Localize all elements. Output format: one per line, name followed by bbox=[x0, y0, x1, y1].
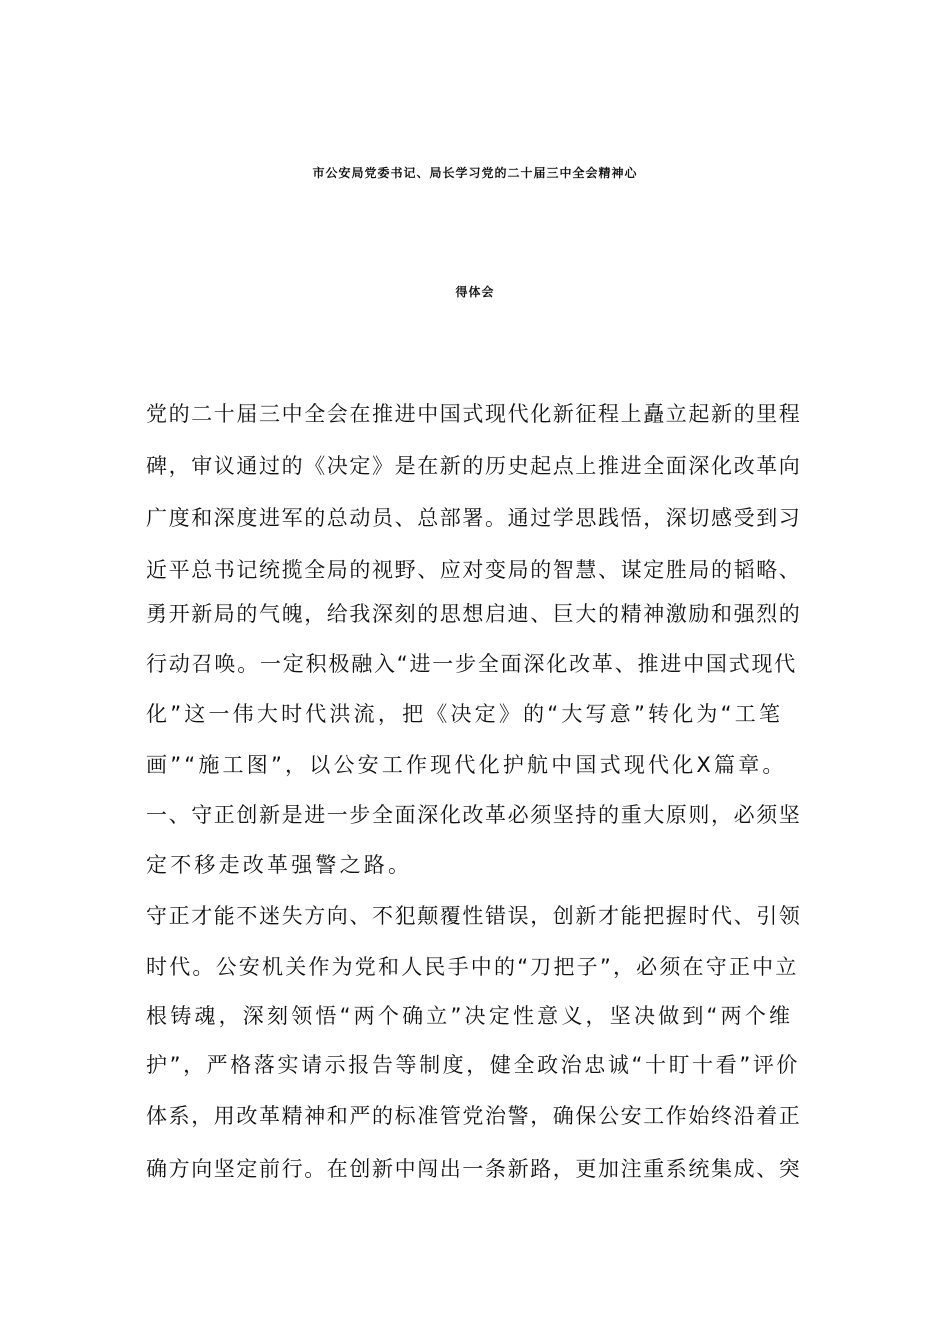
body-line: 根铸魂，深刻领悟“两个确立”决定性意义，坚决做到“两个维 bbox=[146, 1004, 794, 1028]
body-line: 护”，严格落实请示报告等制度，健全政治忠诚“十盯十看”评价 bbox=[146, 1053, 801, 1077]
document-title-line-1: 市公安局党委书记、局长学习党的二十届三中全会精神心 bbox=[312, 166, 638, 180]
body-line: 一、守正创新是进一步全面深化改革必须坚持的重大原则，必须坚 bbox=[146, 803, 802, 827]
body-line: 时代。公安机关作为党和人民手中的“刀把子”，必须在守正中立 bbox=[146, 955, 799, 979]
document-title-line-2: 得体会 bbox=[455, 285, 495, 299]
body-line: 党的二十届三中全会在推进中国式现代化新征程上矗立起新的里程 bbox=[146, 402, 802, 426]
body-line: 广度和深度进军的总动员、总部署。通过学思践悟，深切感受到习 bbox=[146, 506, 802, 530]
body-line: 碑，审议通过的《决定》是在新的历史起点上推进全面深化改革向 bbox=[146, 454, 802, 478]
body-line: 定不移走改革强警之路。 bbox=[146, 853, 413, 877]
body-line: 勇开新局的气魄，给我深刻的思想启迪、巨大的精神激励和强烈的 bbox=[146, 602, 802, 626]
body-line: 确方向坚定前行。在创新中闯出一条新路，更加注重系统集成、突 bbox=[146, 1157, 802, 1181]
body-line: 守正才能不迷失方向、不犯颠覆性错误，创新才能把握时代、引领 bbox=[146, 904, 802, 928]
body-line: 行动召唤。一定积极融入“进一步全面深化改革、推进中国式现代 bbox=[146, 652, 798, 676]
body-line: 化”这一伟大时代洪流，把《决定》的“大写意”转化为“工笔 bbox=[146, 702, 784, 726]
body-line: 近平总书记统揽全局的视野、应对变局的智慧、谋定胜局的韬略、 bbox=[146, 558, 802, 582]
body-line: 体系，用改革精神和严的标准管党治警，确保公安工作始终沿着正 bbox=[146, 1104, 802, 1128]
body-line: 画”“施工图”，以公安工作现代化护航中国式现代化X篇章。 bbox=[146, 753, 787, 777]
